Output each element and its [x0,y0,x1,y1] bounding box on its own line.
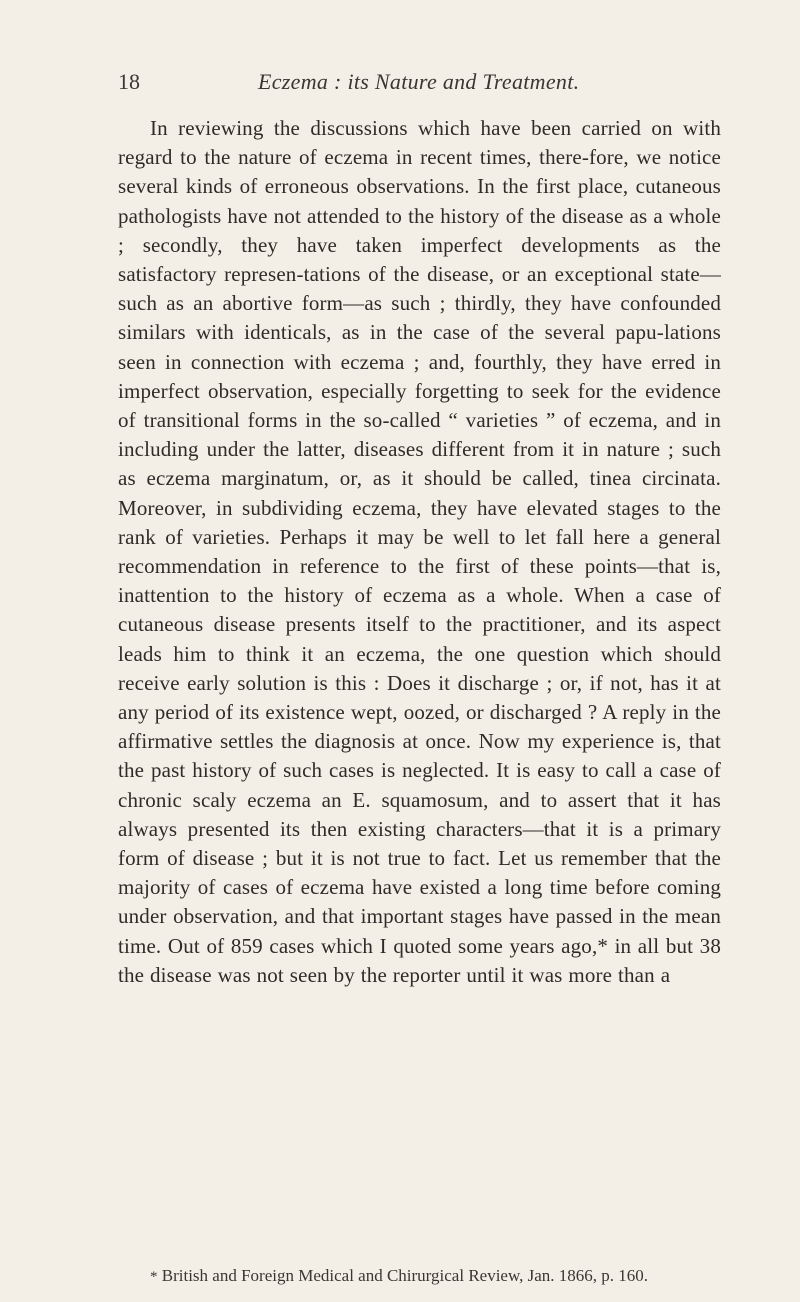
running-head [118,66,720,98]
page-number: 18 [118,69,140,94]
running-title: Eczema : its Nature and Treatment. [258,69,580,94]
footnote [118,1264,721,1289]
footnote-text: British and Foreign Medical and Chirurgical Review, Jan. 1866, p. 160. [157,1266,649,1285]
footnote-marker: * [150,1269,158,1285]
body-paragraph: In reviewing the discussions which have been carried on with regard to the nature of eczema in recent times, there-fore, we notice several kinds of erroneous observations. In the first place, cutaneous pathologists have not attended to the history of the disease as a whole ; secondly, they have taken imperfect developments as the satisfactory represen-tations of the disease, or an exceptional state—such as an abortive form—as such ; thirdly, they have confounded similars with identicals, as in the case of the several papu-lations seen in connection with eczema ; and, fourthly, they have erred in imperfect observation, especially forgetting to seek for the evidence of transitional forms in the so-called “ varieties ” of eczema, and in including under the latter, diseases different from it in nature ; such as eczema marginatum, or, as it should be called, tinea circinata. Moreover, in subdividing eczema, they have elevated stages to the rank of varieties. Perhaps it may be well to let fall here a general recommendation in reference to the first of these points—that is, inattention to the history of eczema as a whole. When a case of cutaneous disease presents itself to the practitioner, and its aspect leads him to think it an eczema, the one question which should receive early solution is this : Does it discharge ; or, if not, has it at any period of its existence wept, oozed, or discharged ? A reply in the affirmative settles the diagnosis at once. Now my experience is, that the past history of such cases is neglected. It is easy to call a case of chronic scaly eczema an E. squamosum, and to assert that it has always presented its then existing characters—that it is a primary form of disease ; but it is not true to fact. Let us remember that the majority of cases of eczema have existed a long time before coming under observation, and that important stages have passed in the mean time. Out of 859 cases which I quoted some years ago,* in all but 38 the disease was not seen by the reporter until it was more than a [118,116,721,987]
